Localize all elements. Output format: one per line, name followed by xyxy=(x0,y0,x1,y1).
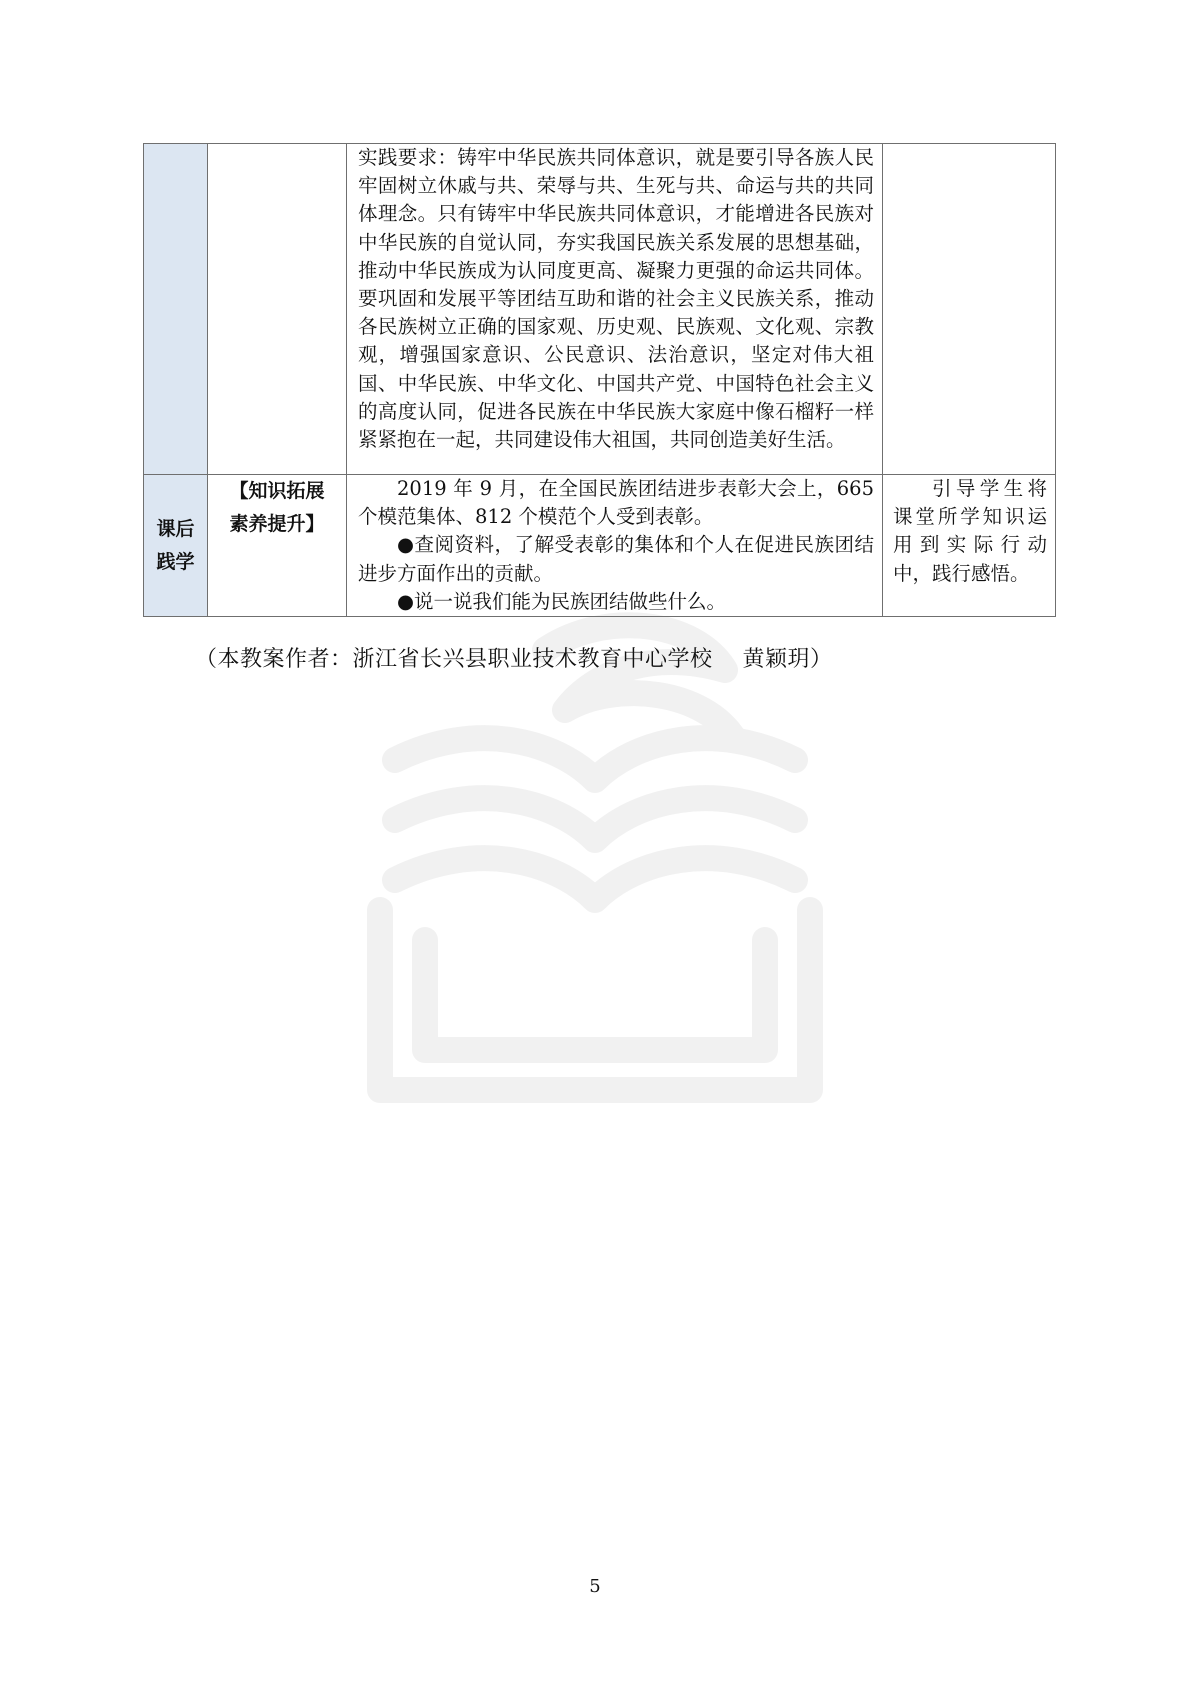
module-cell-knowledge-extension xyxy=(208,475,347,617)
stage-cell-after-class xyxy=(144,475,208,617)
table-row xyxy=(144,144,1056,475)
table-row xyxy=(144,475,1056,617)
stage-label-line1: 课后 xyxy=(156,517,195,540)
author-credit: （本教案作者：浙江省长兴县职业技术教育中心学校 黄颖玥） xyxy=(195,647,833,672)
stage-cell xyxy=(144,144,208,475)
module-label-line2: 素养提升】 xyxy=(229,513,325,535)
page-number: 5 xyxy=(589,1576,601,1597)
task-research-text: ●查阅资料，了解受表彰的集体和个人在促进民族团结进步方面作出的贡献。 xyxy=(358,533,874,585)
lesson-plan-table xyxy=(143,143,1056,617)
content-cell xyxy=(347,475,883,617)
intent-text: 引导学生将课堂所学知识运用到实际行动中，践行感悟。 xyxy=(893,477,1047,585)
book-logo-watermark-icon xyxy=(355,610,835,1130)
award-summary-text: 2019 年 9 月，在全国民族团结进步表彰大会上，665 个模范集体、812 个模范个人受到表彰。 xyxy=(358,477,874,529)
task-discuss-text: ●说一说我们能为民族团结做些什么。 xyxy=(397,589,727,613)
content-cell xyxy=(347,144,883,475)
practice-requirement-text: 实践要求：铸牢中华民族共同体意识，就是要引导各族人民牢固树立休戚与共、荣辱与共、生死与共、命运与共的共同体理念。只有铸牢中华民族共同体意识，才能增进各民族对中华民族的自觉认同，夯实我国民族关系发展的思想基础，推动中华民族成为认同度更高、凝聚力更强的命运共同体。要巩固和发展平等团结互助和谐的社会主义民族关系，推动各民族树立正确的国家观、历史观、民族观、文化观、宗教观，增强国家意识、公民意识、法治意识，坚定对伟大祖国、中华民族、中华文化、中国共产党、中国特色社会主义的高度认同，促进各民族在中华民族大家庭中像石榴籽一样紧紧抱在一起，共同建设伟大祖国，共同创造美好生活。 xyxy=(358,146,874,452)
intent-cell xyxy=(883,475,1056,617)
intent-cell xyxy=(883,144,1056,475)
stage-label-line2: 践学 xyxy=(156,550,195,573)
module-label-line1: 【知识拓展 xyxy=(229,480,325,502)
module-cell xyxy=(208,144,347,475)
